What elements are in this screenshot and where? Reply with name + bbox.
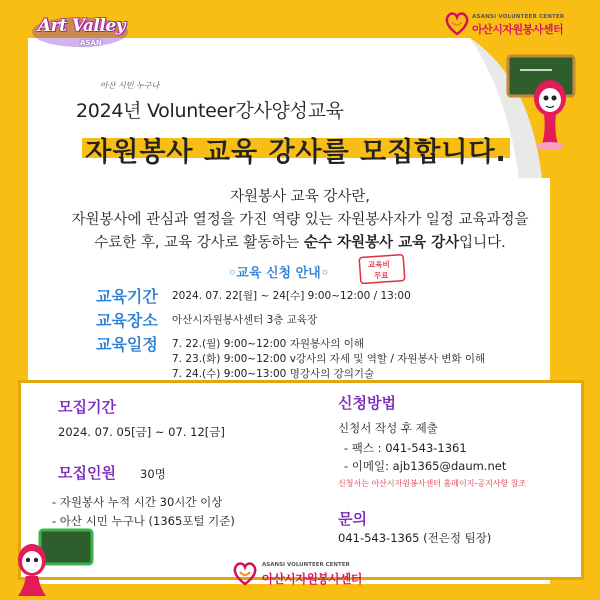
recruit-people-label: 모집인원 <box>58 464 116 482</box>
art-valley-sub: ASAN <box>80 39 102 47</box>
logo-korean-text: 아산시자원봉사센터 <box>472 23 564 36</box>
headline: 2024년 Volunteer강사양성교육 <box>76 100 344 122</box>
period-value: 2024. 07. 22[월] ~ 24[수] 9:00~12:00 / 13:00 <box>172 290 411 302</box>
footer-english-text: ASANSI VOLUNTEER CENTER <box>262 562 350 568</box>
recruit-period-value: 2024. 07. 05[금] ~ 07. 12[금] <box>58 425 225 439</box>
place-value: 아산시자원봉사센터 3층 교육장 <box>172 314 318 326</box>
heart-mark-icon <box>444 10 470 36</box>
method-line-1: 신청서 작성 후 제출 <box>338 421 438 435</box>
stamp-line-2: 무료 <box>374 271 389 280</box>
footer-korean-text: 아산시자원봉사센터 <box>262 572 362 586</box>
requirement-2: - 아산 시민 누구나 (1365포털 기준) <box>52 514 235 528</box>
method-label: 신청방법 <box>338 394 396 412</box>
stamp-line-1: 교육비 <box>368 260 390 269</box>
intro-line-3-bold: 순수 자원봉사 교육 강사 <box>303 235 460 251</box>
contact-value: 041-543-1365 (전은정 팀장) <box>338 531 492 545</box>
contact-label: 문의 <box>338 510 367 528</box>
art-valley-logo <box>30 14 132 52</box>
intro-line-3 <box>40 231 560 252</box>
intro-line-1: 자원봉사 교육 강사란, <box>230 189 370 205</box>
intro-line-3-post: 입니다. <box>459 235 506 251</box>
logo-english-text: ASANSI VOLUNTEER CENTER <box>472 14 565 20</box>
schedule-item: 7. 24.(수) 9:00~13:00 명강사의 강의기술 <box>172 368 375 380</box>
method-email: - 이메일: ajb1365@daum.net <box>344 459 507 473</box>
period-label: 교육기간 <box>96 287 158 306</box>
heart-mark-icon <box>232 560 258 586</box>
schedule-label: 교육일정 <box>96 335 158 354</box>
footer-logo <box>232 556 382 590</box>
recruit-people-count: 30명 <box>140 467 166 481</box>
mascot-with-board-bottom <box>6 524 96 600</box>
mascot-with-board <box>500 52 580 152</box>
requirement-1: - 자원봉사 누적 시간 30시간 이상 <box>52 495 223 509</box>
art-valley-text: Art Valley <box>38 16 126 36</box>
target-tag: 아산 시민 누구나 <box>100 81 160 90</box>
apply-heading: ◦교육 신청 안내◦ <box>228 266 330 281</box>
free-stamp <box>358 253 408 285</box>
recruit-period-label: 모집기간 <box>58 398 116 416</box>
method-fax: - 팩스 : 041-543-1361 <box>344 441 467 455</box>
title-band <box>82 128 510 170</box>
volunteer-center-logo <box>444 8 594 38</box>
intro-line-3-pre: 수료한 후, 교육 강사로 활동하는 <box>94 235 304 251</box>
intro-line-2: 자원봉사에 관심과 열정을 가진 역량 있는 자원봉사자가 일정 교육과정을 <box>71 212 529 228</box>
page-title: 자원봉사 교육 강사를 모집합니다. <box>85 137 507 168</box>
schedule-item: 7. 22.(월) 9:00~12:00 자원봉사의 이해 <box>172 338 365 350</box>
method-note: 신청서는 아산시자원봉사센터 홈페이지-공지사항 참조 <box>338 479 527 488</box>
schedule-item: 7. 23.(화) 9:00~12:00 v강사의 자세 및 역할 / 자원봉사 변화 이해 <box>172 353 486 365</box>
place-label: 교육장소 <box>96 311 158 330</box>
